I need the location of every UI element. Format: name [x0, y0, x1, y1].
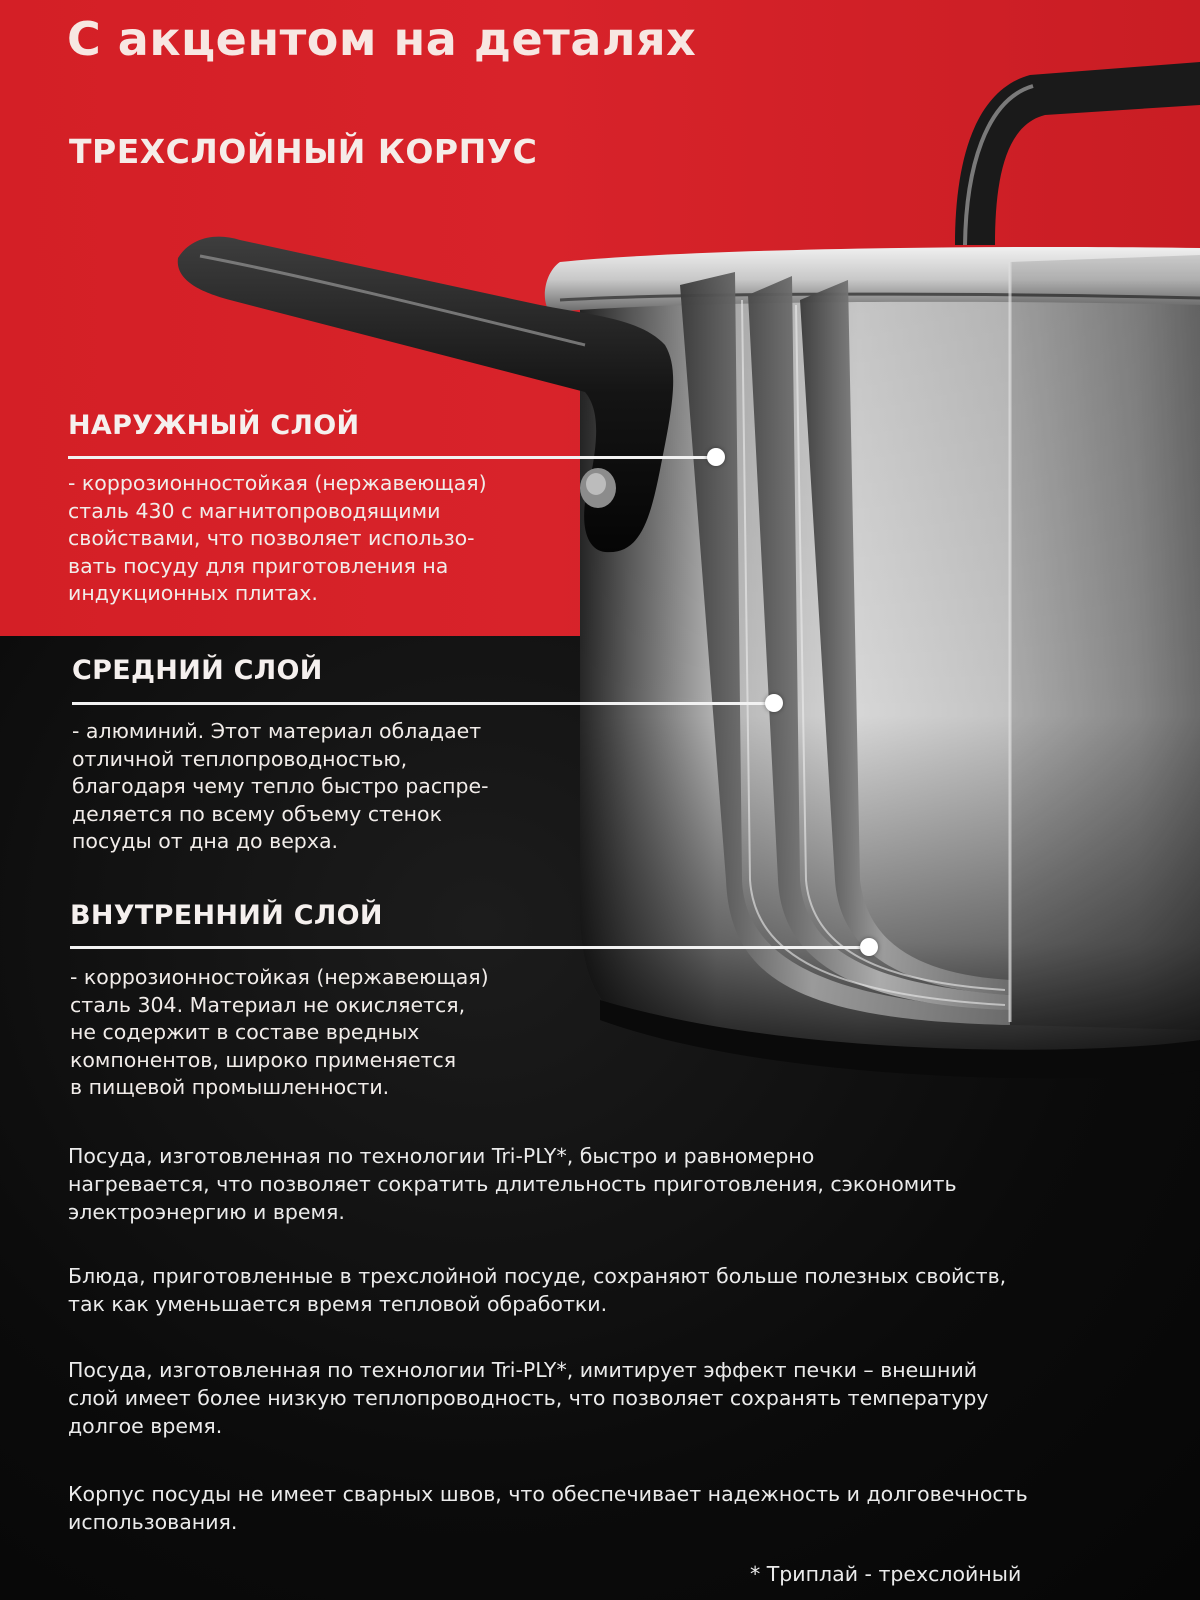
paragraph-4-line-2: использования. — [68, 1510, 238, 1534]
paragraph-3-line-1: Посуда, изготовленная по технологии Tri-PLY*, имитирует эффект печки – внешний — [68, 1358, 978, 1382]
outer-layer-leader-line — [68, 456, 708, 459]
inner-layer-line-3: не содержит в составе вредных — [70, 1020, 420, 1044]
middle-layer-line-4: деляется по всему объему стенок — [72, 801, 442, 826]
paragraph-2-line-2: так как уменьшается время тепловой обработки. — [68, 1292, 608, 1316]
footnote: * Триплай - трехслойный — [750, 1562, 1022, 1586]
paragraph-1-line-1: Посуда, изготовленная по технологии Tri-PLY*, быстро и равномерно — [68, 1144, 815, 1168]
outer-layer-pointer-dot — [707, 448, 725, 466]
paragraph-3-line-3: долгое время. — [68, 1414, 223, 1438]
paragraph-oven-effect — [68, 1356, 989, 1440]
middle-layer-line-2: отличной теплопроводностью, — [72, 746, 408, 771]
middle-layer-line-5: посуды от дна до верха. — [72, 829, 339, 853]
paragraph-3-line-2: слой имеет более низкую теплопроводность, что позволяет сохранять температуру — [68, 1386, 989, 1410]
inner-layer-line-2: сталь 304. Материал не окисляется, — [70, 992, 466, 1017]
outer-layer-line-4: вать посуду для приготовления на — [68, 553, 449, 578]
paragraph-nutrients — [68, 1262, 1006, 1318]
paragraph-no-welds — [68, 1480, 1028, 1536]
inner-layer-description — [70, 964, 489, 1102]
inner-layer-line-4: компонентов, широко применяется — [70, 1047, 457, 1072]
middle-layer-pointer-dot — [765, 694, 783, 712]
middle-layer-description — [72, 718, 489, 856]
section-subtitle: ТРЕХСЛОЙНЫЙ КОРПУС — [69, 132, 538, 171]
inner-layer-pointer-dot — [860, 938, 878, 956]
middle-layer-line-3: благодаря чему тепло быстро распре- — [72, 774, 489, 798]
outer-layer-heading: НАРУЖНЫЙ СЛОЙ — [68, 410, 360, 441]
page-title: С акцентом на деталях — [67, 12, 697, 66]
middle-layer-line-1: - алюминий. Этот материал обладает — [72, 719, 482, 743]
inner-layer-line-1: - коррозионностойкая (нержавеющая) — [70, 965, 489, 989]
paragraph-4-line-1: Корпус посуды не имеет сварных швов, что обеспечивает надежность и долговечность — [68, 1482, 1028, 1506]
inner-layer-line-5: в пищевой промышленности. — [70, 1075, 390, 1099]
outer-layer-description — [68, 470, 487, 608]
paragraph-2-line-1: Блюда, приготовленные в трехслойной посуде, сохраняют больше полезных свойств, — [68, 1264, 1007, 1288]
outer-layer-line-3: свойствами, что позволяет использо- — [68, 526, 475, 550]
middle-layer-leader-line — [72, 702, 766, 705]
outer-layer-line-1: - коррозионностойкая (нержавеющая) — [68, 471, 487, 495]
paragraph-1-line-3: электроэнергию и время. — [68, 1200, 345, 1224]
paragraph-1-line-2: нагревается, что позволяет сократить длительность приготовления, сэкономить — [68, 1172, 957, 1196]
middle-layer-heading: СРЕДНИЙ СЛОЙ — [72, 655, 323, 686]
outer-layer-line-2: сталь 430 с магнитопроводящими — [68, 498, 441, 523]
inner-layer-heading: ВНУТРЕННИЙ СЛОЙ — [70, 900, 383, 931]
outer-layer-line-5: индукционных плитах. — [68, 581, 318, 605]
paragraph-triply-heating — [68, 1142, 957, 1226]
inner-layer-leader-line — [70, 946, 860, 949]
